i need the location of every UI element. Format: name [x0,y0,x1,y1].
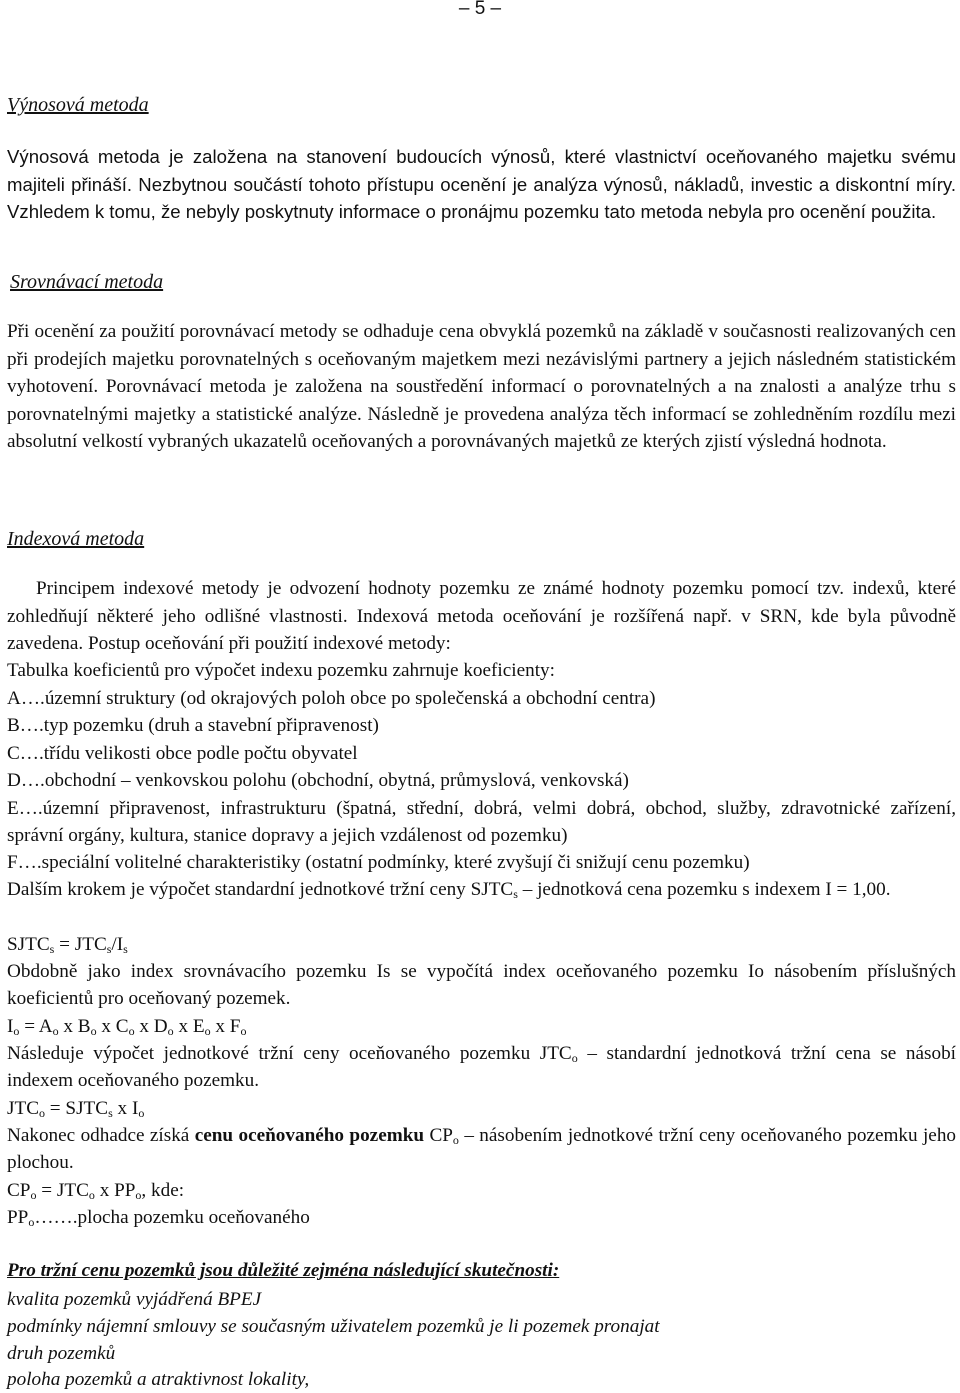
market-facts-heading: Pro tržní cenu pozemků jsou důležité zejména následující skutečnosti: [7,1260,560,1281]
formula-io: $I_o = A_o$ x $B_o$ x $C_o$ x $D_o$ x $E_o$ x $F_o$ [7,1016,247,1038]
index-method-intro: Principem indexové metody je odvození hodnoty pozemku ze známé hodnoty pozemku pomocí tzv. indexů, které zohledňují některé jeho odlišné vlastnosti. Indexová metoda oceňování je rozšířená např. v SRN, kde byla původně zavedena. Postup oceňování při použití indexové metody: [7,578,956,654]
formula-pp: $PP_o\dots\dots.plocha$ pozemku oceňovaného [7,1207,310,1229]
coefficient-e: E….územní připravenost, infrastrukturu (špatná, střední, dobrá, velmi dobrá, obchod, služby, zdravotnické zařízení, správní orgány, kultura, stanice dopravy a jejich vzdálenost od pozemku) [7,798,956,846]
coefficient-b: B….typ pozemku (druh a stavební připravenost) [7,715,379,736]
formula-cp: $CP_o = JTC_o$ x $PP_o$, kde: [7,1180,185,1202]
market-fact-item: druh pozemků [7,1343,116,1364]
step-standard-price: Dalším krokem je výpočet standardní jednotkové tržní ceny $SJTC_s$ – jednotková cena pozemku s indexem I = 1,00. [7,879,891,901]
step-final-price: Nakonec odhadce získá cenu oceňovaného pozemku $CP_o$ – násobením jednotkové tržní ceny oceňovaného pozemku jeho plochou. [7,1125,957,1173]
coefficient-d: D….obchodní – venkovskou polohu (obchodní, obytná, průmyslová, venkovská) [7,770,629,791]
market-fact-item: poloha pozemků a atraktivnost lokality, [7,1369,310,1390]
coefficient-a: A….územní struktury (od okrajových poloh obce po společenská a obchodní centra) [7,688,656,709]
index-method-heading: Indexová metoda [7,528,145,550]
comparison-method-heading: Srovnávací metoda [10,271,164,293]
market-fact-item: podmínky nájemní smlouvy se současným uživatelem pozemků je li pozemek pronajat [7,1316,660,1337]
formula-sjtc: $SJTC_s = JTC_s/I_s$ [7,934,128,956]
market-fact-item: kvalita pozemků vyjádřená BPEJ [7,1289,262,1310]
page-number: – 5 – [458,0,502,19]
formula-jtc: $JTC_o$ = $SJTC_s$ x $I_o$ [7,1098,145,1120]
comparison-method-text: Při ocenění za použití porovnávací metody se odhaduje cena obvyklá pozemků na základě v současnosti realizovaných cen při prodejích majetku porovnatelných s oceňovaným majetkem mezi nezávislými partnery a jejich následném statistickém vyhotovení. Porovnávací metoda je založena na soustředění informací o porovnatelných a na znalosti a analýze trhu s porovnatelnými majetky a statistické analýze. Následně je provedena analýza těch informací se zohledněním rozdílu mezi absolutní velkostí vybraných ukazatelů oceňovaných a porovnávaných majetků ze kterých zjistí výsledná hodnota. [7,321,956,453]
yield-method-heading: Výnosová metoda [7,94,149,116]
coefficient-table-line: Tabulka koeficientů pro výpočet indexu pozemku zahrnuje koeficienty: [7,660,555,681]
step-index-calculation: Obdobně jako index srovnávacího pozemku Is se vypočítá index oceňovaného pozemku Io násobením příslušných koeficientů pro oceňovaný pozemek. [7,961,956,1009]
coefficient-c: C….třídu velikosti obce podle počtu obyvatel [7,743,358,764]
yield-method-text: Výnosová metoda je založena na stanovení budoucích výnosů, které vlastnictví oceňovaného majetku svému majiteli přináší. Nezbytnou součástí tohoto přístupu ocenění je analýza výnosů, nákladů, investic a diskontní míry. Vzhledem k tomu, že nebyly poskytnuty informace o pronájmu pozemku tato metoda nebyla pro ocenění použita. [7,146,956,222]
step-unit-price: Následuje výpočet jednotkové tržní ceny oceňovaného pozemku $JTC_o$ – standardní jednotková tržní cena se násobí indexem oceňovaného pozemku. [7,1043,956,1091]
coefficient-f: F….speciální volitelné charakteristiky (ostatní podmínky, které zvyšují či snižují cenu pozemku) [7,852,750,873]
